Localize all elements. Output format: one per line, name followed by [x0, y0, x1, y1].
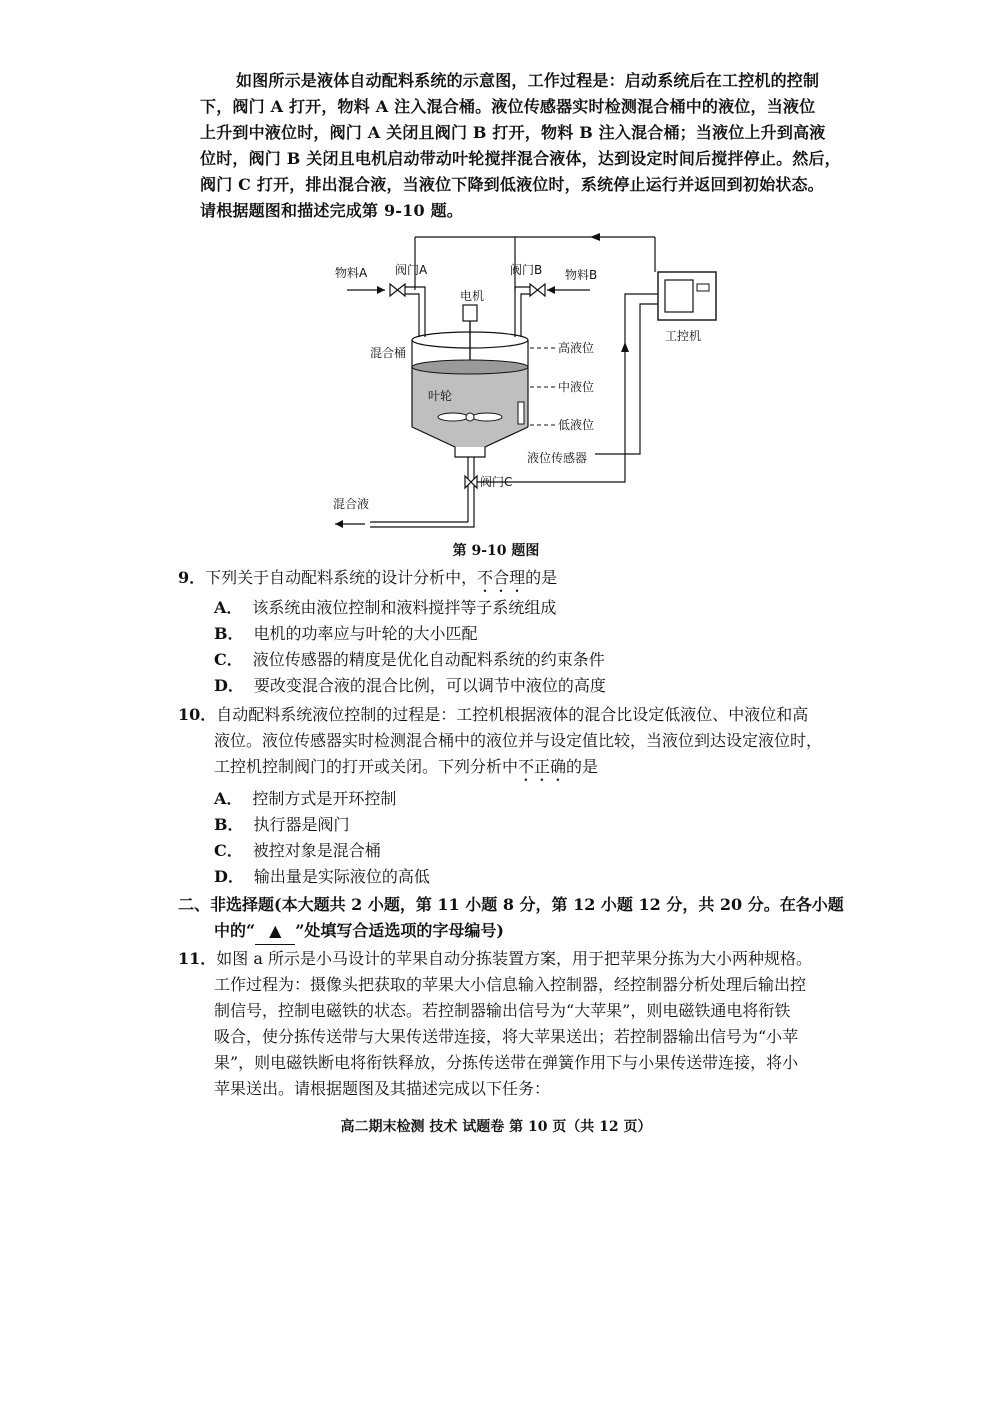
section-2-heading: 二、非选择题(本大题共 2 小题，第 11 小题 8 分，第 12 小题 12 分，共 20 分。在各小题 [178, 895, 844, 914]
question-stem: 下列关于自动配料系统的设计分析中， [205, 568, 478, 587]
section-2-instruction: 中的“ ▲ ”处填写合适选项的字母编号) [214, 918, 874, 945]
blank-marker: ▲ [255, 918, 295, 945]
impeller-icon [438, 413, 468, 421]
arrow-icon [590, 233, 600, 241]
intro-line: 阀门 C 打开，排出混合液，当液位下降到低液位时，系统停止运行并返回到初始状态。 [200, 175, 824, 194]
low-level-label: 低液位 [558, 418, 595, 432]
level-sensor-icon [518, 402, 524, 424]
mixing-system-diagram [325, 232, 725, 542]
question-11 [178, 946, 878, 972]
q10-option-c: C． 被控对象是混合桶 [214, 841, 381, 860]
question-10-line2: 液位。液位传感器实时检测混合桶中的液位并与设定值比较，当液位到达设定液位时， [214, 731, 823, 750]
question-number: 9． [178, 568, 206, 587]
material-a-label: 物料A [335, 266, 368, 280]
q9-option-c: C． 液位传感器的精度是优化自动配料系统的约束条件 [214, 650, 605, 669]
sensor-label: 液位传感器 [527, 451, 588, 465]
question-number: 10． [178, 705, 217, 724]
intro-line: 如图所示是液体自动配料系统的示意图，工作过程是：启动系统后在工控机的控制 [236, 71, 820, 90]
q10-option-a: A． 控制方式是开环控制 [214, 789, 397, 808]
question-stem-end: 的是 [525, 568, 558, 587]
intro-paragraph [200, 68, 870, 224]
valve-b-label: 阀门B [510, 263, 543, 277]
intro-line: 请根据题图和描述完成第 9-10 题。 [200, 201, 463, 220]
valve-a-icon [390, 284, 405, 296]
q9-option-b: B． 电机的功率应与叶轮的大小匹配 [214, 624, 478, 643]
q10-option-b: B． 执行器是阀门 [214, 815, 350, 834]
arrow-icon [547, 286, 555, 294]
question-11-line: 果”，则电磁铁断电将衔铁释放，分拣传送带在弹簧作用下与小果传送带连接，将小 [214, 1053, 799, 1072]
valve-b-icon [530, 284, 545, 296]
ipc-box [658, 272, 716, 320]
ipc-screen-icon [665, 280, 693, 312]
valve-c-label: 阀门C [480, 475, 513, 489]
high-level-label: 高液位 [558, 341, 595, 355]
mid-level-label: 中液位 [558, 380, 595, 394]
ipc-label: 工控机 [665, 329, 702, 343]
material-b-label: 物料B [565, 268, 598, 282]
question-11-line: 吸合，使分拣传送带与大果传送带连接，将大苹果送出；若控制器输出信号为“小苹 [214, 1027, 799, 1046]
emphasis-text: 不正确 [518, 757, 567, 776]
arrow-icon [621, 342, 629, 352]
question-11-line: 苹果送出。请根据题图及其描述完成以下任务： [214, 1079, 551, 1098]
valve-c-icon [465, 476, 477, 488]
arrow-icon [377, 286, 385, 294]
tank-label: 混合桶 [370, 346, 407, 360]
intro-line: 下，阀门 A 打开，物料 A 注入混合桶。液位传感器实时检测混合桶中的液位，当液位 [200, 97, 816, 116]
motor-label: 电机 [460, 289, 485, 303]
question-9 [178, 565, 878, 596]
q10-option-d: D． 输出量是实际液位的高低 [214, 867, 430, 886]
question-stem: 自动配料系统液位控制的过程是：工控机根据液体的混合比设定低液位、中液位和高 [216, 705, 809, 724]
figure-caption: 第 9-10 题图 [452, 543, 540, 559]
question-11-line: 制信号，控制电磁铁的状态。若控制器输出信号为“大苹果”，则电磁铁通电将衔铁 [214, 1001, 791, 1020]
page-footer: 高二期末检测 技术 试题卷 第 10 页（共 12 页） [340, 1119, 652, 1135]
valve-a-label: 阀门A [395, 263, 428, 277]
question-10-line3: 工控机控制阀门的打开或关闭。下列分析中不正确的是 [214, 757, 599, 776]
motor-icon [463, 305, 477, 321]
intro-line: 位时，阀门 B 关闭且电机启动带动叶轮搅拌混合液体，达到设定时间后搅拌停止。然后， [200, 149, 841, 168]
mixed-liquid-label: 混合液 [333, 497, 370, 511]
q9-option-a: A． 该系统由液位控制和液料搅拌等子系统组成 [214, 598, 557, 617]
question-10 [178, 702, 878, 728]
q9-option-d: D． 要改变混合液的混合比例，可以调节中液位的高度 [214, 676, 606, 695]
question-stem: 如图 a 所示是小马设计的苹果自动分拣装置方案，用于把苹果分拣为大小两种规格。 [216, 949, 812, 968]
intro-line: 上升到中液位时，阀门 A 关闭且阀门 B 打开，物料 B 注入混合桶；当液位上升到高液 [200, 123, 826, 142]
emphasis-text: 不合理 [477, 568, 526, 587]
impeller-label: 叶轮 [428, 389, 453, 403]
question-11-line: 工作过程为：摄像头把获取的苹果大小信息输入控制器，经控制器分析处理后输出控 [214, 975, 807, 994]
question-number: 11． [178, 949, 217, 968]
arrow-icon [335, 520, 343, 528]
